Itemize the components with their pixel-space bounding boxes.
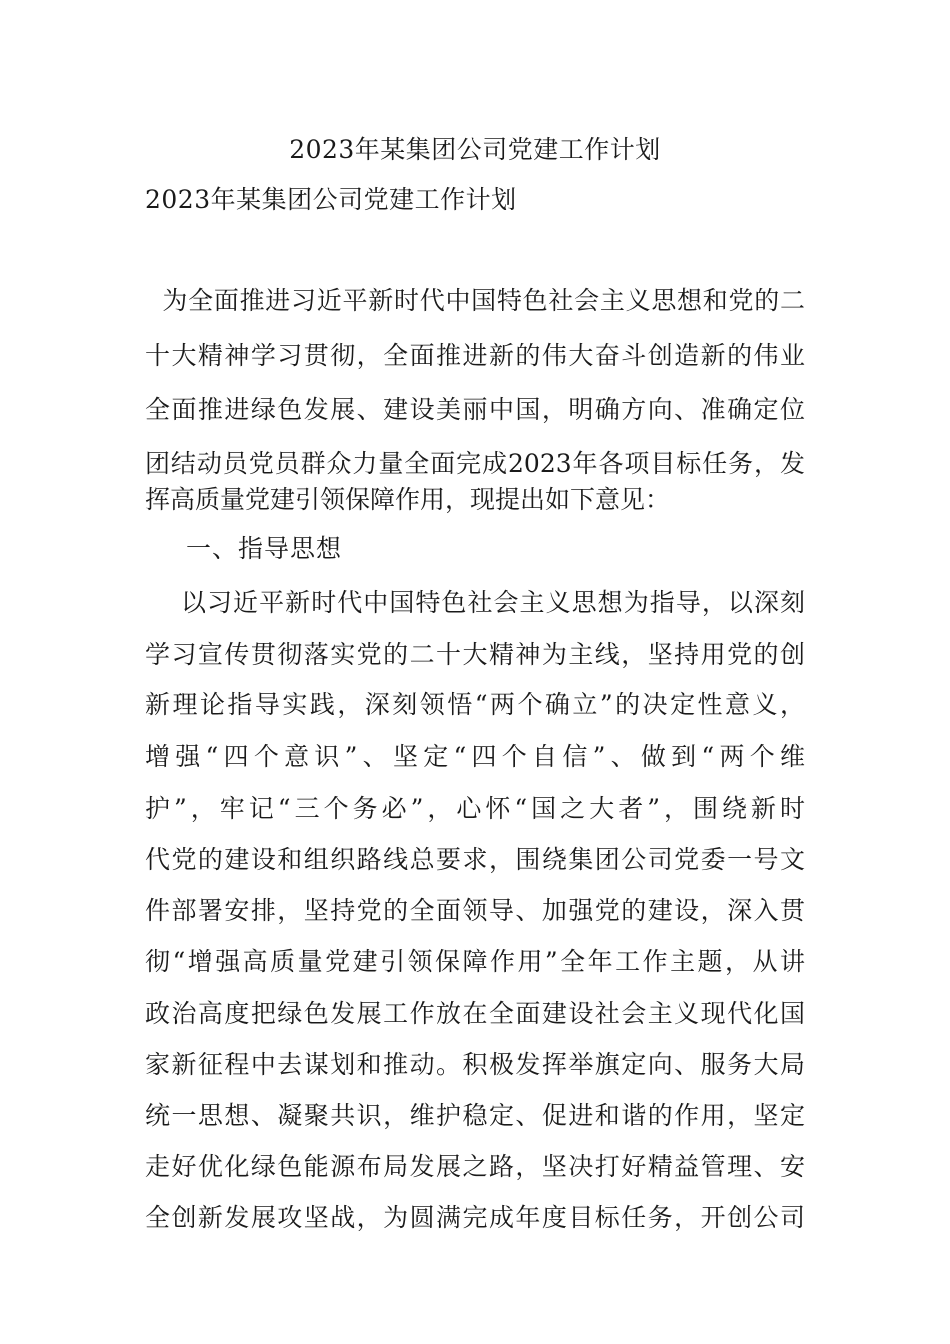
intro-line: 为全面推进习近平新时代中国特色社会主义思想和党的二: [145, 286, 805, 315]
document-subtitle: 2023年某集团公司党建工作计划: [145, 185, 517, 214]
document-title: 2023年某集团公司党建工作计划: [289, 135, 661, 164]
paragraph-line: 新理论指导实践，深刻领悟“两个确立”的决定性意义，: [145, 690, 805, 719]
paragraph-line: 彻“增强高质量党建引领保障作用”全年工作主题，从讲: [145, 947, 805, 976]
paragraph-line: 件部署安排，坚持党的全面领导、加强党的建设，深入贯: [145, 896, 805, 925]
intro-line: 十大精神学习贯彻，全面推进新的伟大奋斗创造新的伟业: [145, 341, 805, 370]
paragraph-line: 增强“四个意识”、坚定“四个自信”、做到“两个维: [145, 742, 805, 771]
intro-line: 挥高质量党建引领保障作用，现提出如下意见：: [145, 485, 671, 514]
paragraph-line: 以习近平新时代中国特色社会主义思想为指导，以深刻: [145, 588, 805, 617]
paragraph-line: 统一思想、凝聚共识，维护稳定、促进和谐的作用，坚定: [145, 1101, 805, 1130]
paragraph-line: 政治高度把绿色发展工作放在全面建设社会主义现代化国: [145, 999, 805, 1028]
paragraph-line: 代党的建设和组织路线总要求，围绕集团公司党委一号文: [145, 845, 805, 874]
paragraph-line: 全创新发展攻坚战，为圆满完成年度目标任务，开创公司: [145, 1203, 805, 1232]
paragraph-line: 家新征程中去谋划和推动。积极发挥举旗定向、服务大局: [145, 1050, 805, 1079]
paragraph-line: 护”，牢记“三个务必”，心怀“国之大者”，围绕新时: [145, 794, 805, 823]
section-heading: 一、指导思想: [186, 534, 343, 563]
paragraph-line: 学习宣传贯彻落实党的二十大精神为主线，坚持用党的创: [145, 640, 805, 669]
intro-line: 团结动员党员群众力量全面完成2023年各项目标任务，发: [145, 449, 805, 478]
intro-line: 全面推进绿色发展、建设美丽中国，明确方向、准确定位: [145, 395, 805, 424]
paragraph-line: 走好优化绿色能源布局发展之路，坚决打好精益管理、安: [145, 1152, 805, 1181]
